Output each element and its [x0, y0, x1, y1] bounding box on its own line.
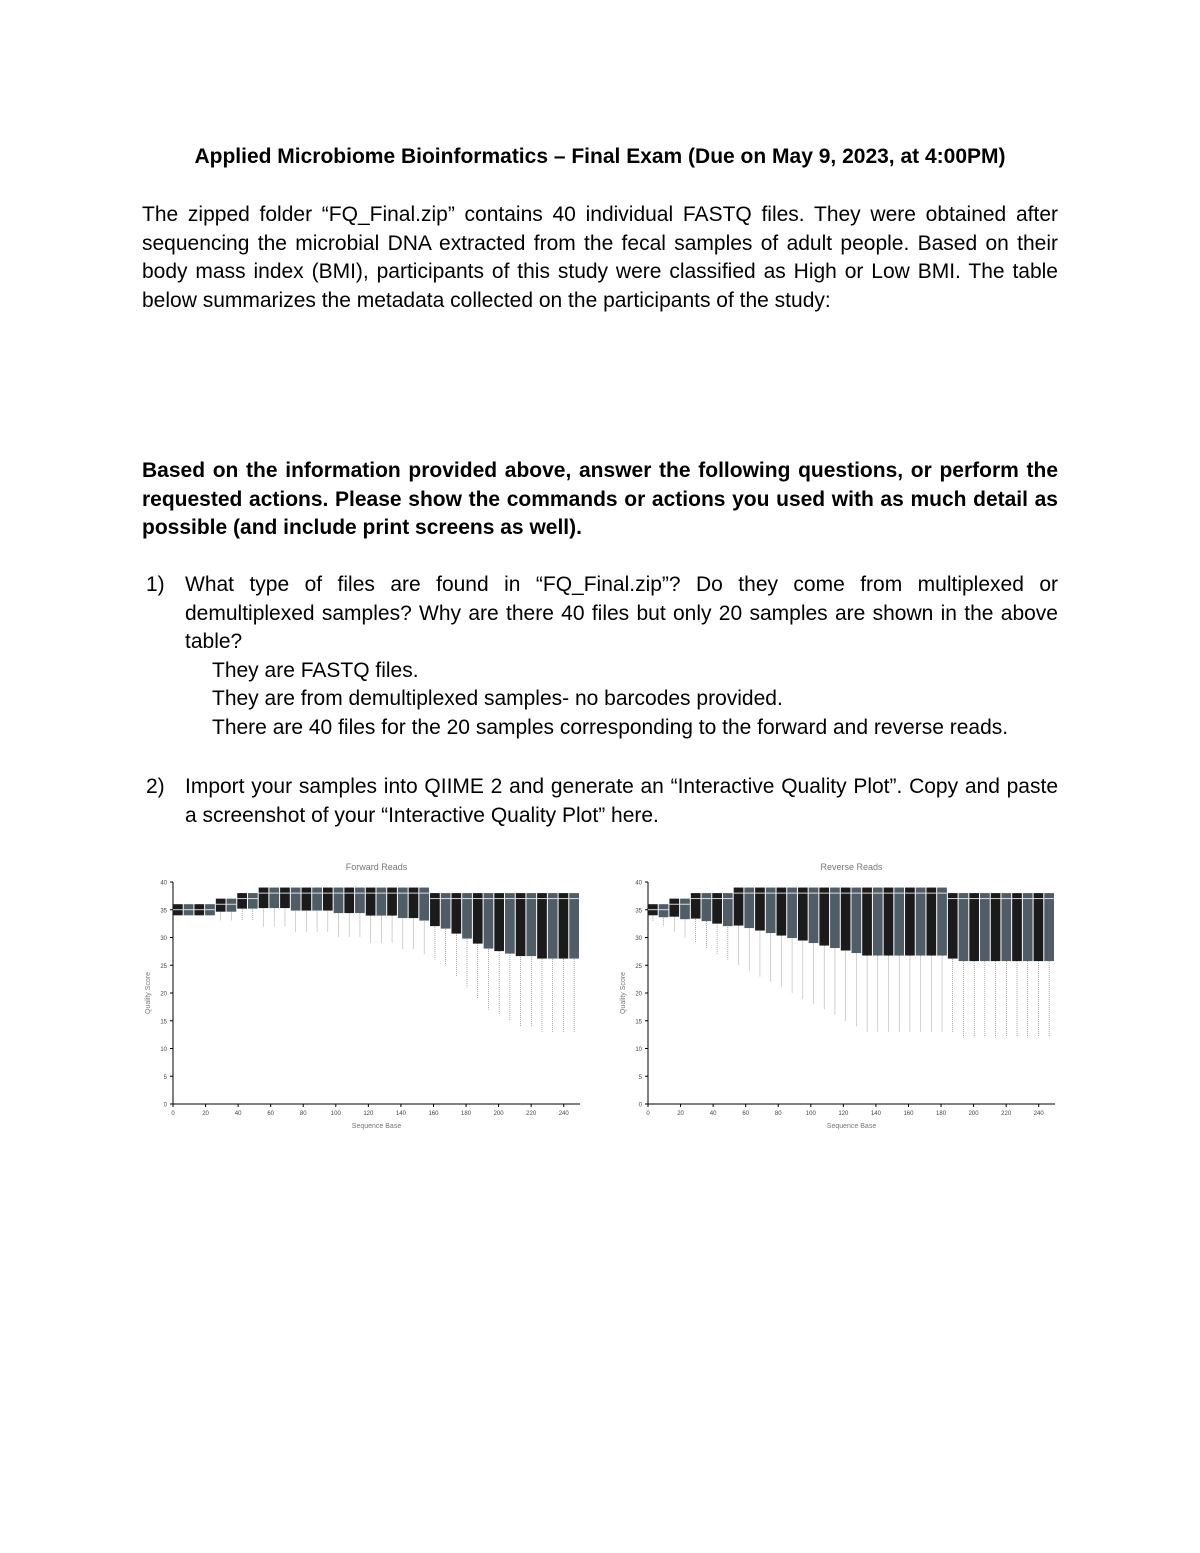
question-text: Import your samples into QIIME 2 and generate an “Interactive Quality Plot”. Copy and paste a screenshot of your “Interactive Quality Plot” here.	[185, 775, 1058, 827]
quality-box	[669, 899, 679, 917]
question-number: 1)	[146, 573, 165, 596]
quality-box	[355, 888, 365, 914]
quality-box	[537, 893, 547, 958]
quality-box	[377, 888, 387, 916]
quality-box	[744, 888, 754, 929]
chart-title: Forward Reads	[345, 862, 408, 872]
quality-box	[969, 893, 979, 961]
quality-box	[505, 893, 515, 953]
reverse-reads-plot	[615, 858, 1065, 1138]
quality-box	[280, 888, 290, 909]
y-tick-label: 5	[638, 1074, 642, 1081]
quality-box	[1012, 893, 1022, 961]
quality-box	[1044, 893, 1054, 961]
x-tick-label: 0	[171, 1111, 175, 1117]
x-tick-label: 240	[1033, 1111, 1044, 1117]
x-tick-label: 120	[838, 1111, 849, 1117]
y-tick-label: 40	[635, 880, 642, 887]
y-tick-label: 0	[638, 1102, 642, 1109]
intro-paragraph: The zipped folder “FQ_Final.zip” contains 40 individual FASTQ files. They were obtained after sequencing the microbial DNA extracted from the fecal samples of adult people. Based on their body mass index (BMI), participants of this study were classified as High or Low BMI. The table below summarizes the metadata collected on the participants of the study:	[142, 203, 1058, 312]
quality-box	[691, 893, 701, 919]
reverse-reads-chart	[615, 858, 1065, 1138]
instructions-paragraph: Based on the information provided above, answer the following questions, or perform the requested actions. Please show the commands or actions you used with as much detail as possible (and include print screens as well).	[142, 459, 1058, 539]
question-2	[142, 773, 1058, 830]
x-tick-label: 200	[493, 1111, 504, 1117]
quality-box	[387, 888, 397, 916]
quality-box	[462, 893, 472, 939]
x-tick-label: 140	[870, 1111, 881, 1117]
quality-box	[1034, 893, 1044, 961]
quality-box	[451, 893, 461, 934]
quality-box	[766, 888, 776, 934]
quality-box	[237, 893, 247, 909]
y-tick-label: 30	[160, 936, 167, 942]
y-tick-label: 25	[635, 963, 642, 970]
quality-box	[852, 888, 862, 953]
y-tick-label: 0	[163, 1102, 167, 1109]
quality-box	[1001, 893, 1011, 961]
x-tick-label: 120	[363, 1111, 374, 1117]
y-tick-label: 10	[160, 1047, 167, 1053]
quality-box	[873, 888, 883, 956]
quality-box	[569, 893, 579, 958]
x-tick-label: 80	[774, 1111, 782, 1117]
y-tick-label: 20	[160, 991, 167, 998]
y-axis-label: Quality Score	[620, 971, 627, 1015]
chart-title: Reverse Reads	[820, 862, 883, 872]
quality-box	[494, 893, 504, 951]
x-tick-label: 80	[299, 1111, 307, 1117]
x-tick-label: 40	[709, 1111, 717, 1117]
forward-reads-chart	[140, 858, 590, 1138]
question-number: 2)	[146, 775, 165, 798]
question-1	[142, 571, 1058, 742]
quality-box	[948, 893, 958, 958]
x-tick-label: 60	[267, 1111, 275, 1117]
x-tick-label: 160	[428, 1111, 439, 1117]
quality-box	[323, 888, 333, 911]
x-axis-label: Sequence Base	[351, 1123, 402, 1130]
quality-box	[884, 888, 894, 956]
exam-title: Applied Microbiome Bioinformatics – Final Exam (Due on May 9, 2023, at 4:00PM)	[194, 145, 1006, 168]
quality-box	[419, 888, 429, 921]
quality-box	[712, 893, 722, 924]
x-tick-label: 0	[646, 1111, 650, 1117]
answer-line: They are from demultiplexed samples- no barcodes provided.	[212, 687, 783, 710]
quality-box	[755, 888, 765, 931]
x-tick-label: 40	[234, 1111, 242, 1117]
quality-box	[473, 893, 483, 944]
x-tick-label: 100	[805, 1111, 816, 1117]
x-tick-label: 180	[936, 1111, 947, 1117]
y-axis-label: Quality Score	[145, 971, 152, 1015]
quality-box	[723, 893, 733, 926]
quality-box	[937, 888, 947, 956]
quality-box	[398, 888, 408, 919]
quality-box	[659, 904, 669, 917]
y-tick-label: 10	[635, 1047, 642, 1053]
quality-box	[409, 888, 419, 919]
quality-box	[1023, 893, 1033, 961]
quality-box	[334, 888, 344, 914]
quality-box	[366, 888, 376, 916]
x-tick-label: 140	[395, 1111, 406, 1117]
quality-box	[248, 893, 258, 909]
quality-box	[926, 888, 936, 956]
quality-box	[227, 899, 237, 912]
y-tick-label: 15	[160, 1019, 167, 1026]
x-tick-label: 220	[1001, 1111, 1012, 1117]
x-tick-label: 20	[677, 1111, 684, 1117]
quality-box	[430, 893, 440, 926]
quality-box	[291, 888, 301, 911]
quality-box	[516, 893, 526, 956]
quality-box	[344, 888, 354, 914]
quality-box	[841, 888, 851, 951]
y-tick-label: 5	[163, 1074, 167, 1081]
answer-line: They are FASTQ files.	[212, 658, 419, 682]
y-tick-label: 25	[160, 963, 167, 970]
y-tick-label: 30	[635, 936, 642, 942]
x-tick-label: 160	[903, 1111, 914, 1117]
quality-box	[787, 888, 797, 939]
quality-box	[809, 888, 819, 944]
forward-reads-plot	[140, 858, 590, 1138]
x-tick-label: 200	[968, 1111, 979, 1117]
quality-box	[991, 893, 1001, 961]
answer-line: There are 40 files for the 20 samples corresponding to the forward and reverse reads.	[212, 715, 1009, 739]
y-tick-label: 15	[635, 1019, 642, 1026]
x-tick-label: 240	[558, 1111, 569, 1117]
x-axis-label: Sequence Base	[826, 1123, 877, 1130]
x-tick-label: 100	[330, 1111, 341, 1117]
quality-box	[862, 888, 872, 956]
quality-box	[777, 888, 787, 936]
x-tick-label: 20	[202, 1111, 209, 1117]
quality-box	[216, 899, 226, 912]
x-tick-label: 60	[742, 1111, 750, 1117]
y-tick-label: 20	[635, 991, 642, 998]
quality-box	[259, 888, 269, 909]
quality-box	[680, 899, 690, 920]
quality-box	[959, 893, 969, 961]
quality-box	[702, 893, 712, 921]
quality-box	[819, 888, 829, 946]
quality-box	[548, 893, 558, 958]
quality-box	[302, 888, 312, 911]
x-tick-label: 180	[461, 1111, 472, 1117]
y-tick-label: 35	[160, 908, 167, 915]
quality-box	[269, 888, 279, 909]
quality-box	[905, 888, 915, 956]
quality-box	[484, 893, 494, 949]
quality-box	[312, 888, 322, 911]
question-text: What type of files are found in “FQ_Final.zip”? Do they come from multiplexed or demultiplexed samples? Why are there 40 files but only 20 samples are shown in the above table?	[185, 573, 1058, 653]
quality-box	[916, 888, 926, 956]
quality-box	[798, 888, 808, 941]
quality-box	[559, 893, 569, 958]
quality-box	[526, 893, 536, 956]
y-tick-label: 35	[635, 908, 642, 915]
x-tick-label: 220	[526, 1111, 537, 1117]
quality-box	[894, 888, 904, 956]
quality-box	[830, 888, 840, 948]
y-tick-label: 40	[160, 880, 167, 887]
quality-box	[980, 893, 990, 961]
